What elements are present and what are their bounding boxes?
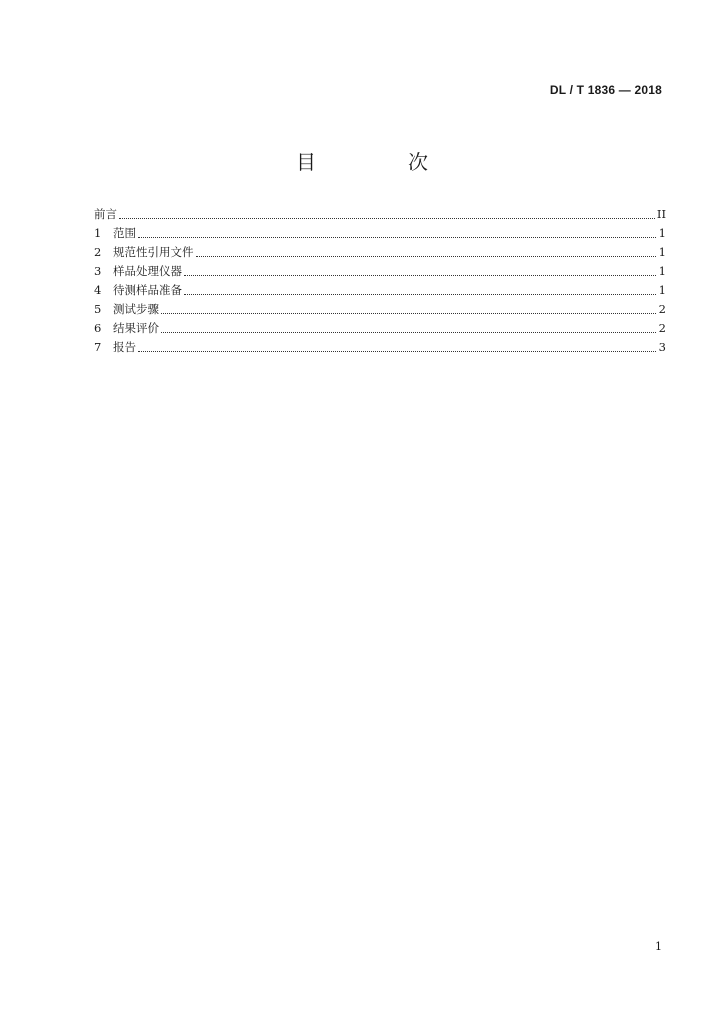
toc-leader-dots (138, 237, 656, 238)
toc-entry-page: 1 (658, 283, 666, 297)
toc-leader-dots (138, 351, 656, 352)
page-number: 1 (655, 940, 662, 953)
standard-code: DL / T 1836 — 2018 (549, 83, 662, 97)
toc-entry-number: 2 (94, 245, 102, 259)
toc-entry-page: 1 (658, 245, 666, 259)
toc-entry-page: 2 (658, 302, 666, 316)
toc-entry-number: 4 (94, 283, 102, 297)
toc-leader-dots (184, 275, 656, 276)
table-of-contents (94, 205, 666, 357)
toc-entry-label: 规范性引用文件 (113, 245, 194, 259)
toc-entry-label: 测试步骤 (113, 302, 159, 316)
toc-entry-label: 前言 (94, 207, 117, 221)
toc-entry-sample-instruments[interactable] (94, 262, 666, 281)
toc-entry-page: 2 (658, 321, 666, 335)
toc-entry-number: 5 (94, 302, 102, 316)
toc-entry-page: 1 (658, 226, 666, 240)
toc-entry-page: II (656, 207, 666, 221)
toc-entry-label: 待测样品准备 (113, 283, 182, 297)
toc-entry-scope[interactable] (94, 224, 666, 243)
toc-entry-normative-references[interactable] (94, 243, 666, 262)
toc-leader-dots (184, 294, 656, 295)
toc-entry-label: 范围 (113, 226, 136, 240)
toc-entry-label: 样品处理仪器 (113, 264, 182, 278)
toc-entry-number: 7 (94, 340, 102, 354)
toc-entry-result-evaluation[interactable] (94, 319, 666, 338)
toc-entry-report[interactable] (94, 338, 666, 357)
toc-entry-number: 3 (94, 264, 102, 278)
toc-title: 目 次 (296, 150, 464, 174)
toc-leader-dots (161, 313, 656, 314)
toc-leader-dots (196, 256, 657, 257)
toc-entry-test-procedure[interactable] (94, 300, 666, 319)
toc-leader-dots (161, 332, 656, 333)
toc-entry-label: 报告 (113, 340, 136, 354)
toc-entry-number: 6 (94, 321, 102, 335)
toc-entry-page: 3 (658, 340, 666, 354)
toc-entry-page: 1 (658, 264, 666, 278)
toc-entry-label: 结果评价 (113, 321, 159, 335)
toc-entry-sample-preparation[interactable] (94, 281, 666, 300)
toc-entry-foreword[interactable] (94, 205, 666, 224)
toc-leader-dots (119, 218, 655, 219)
toc-entry-number: 1 (94, 226, 102, 240)
